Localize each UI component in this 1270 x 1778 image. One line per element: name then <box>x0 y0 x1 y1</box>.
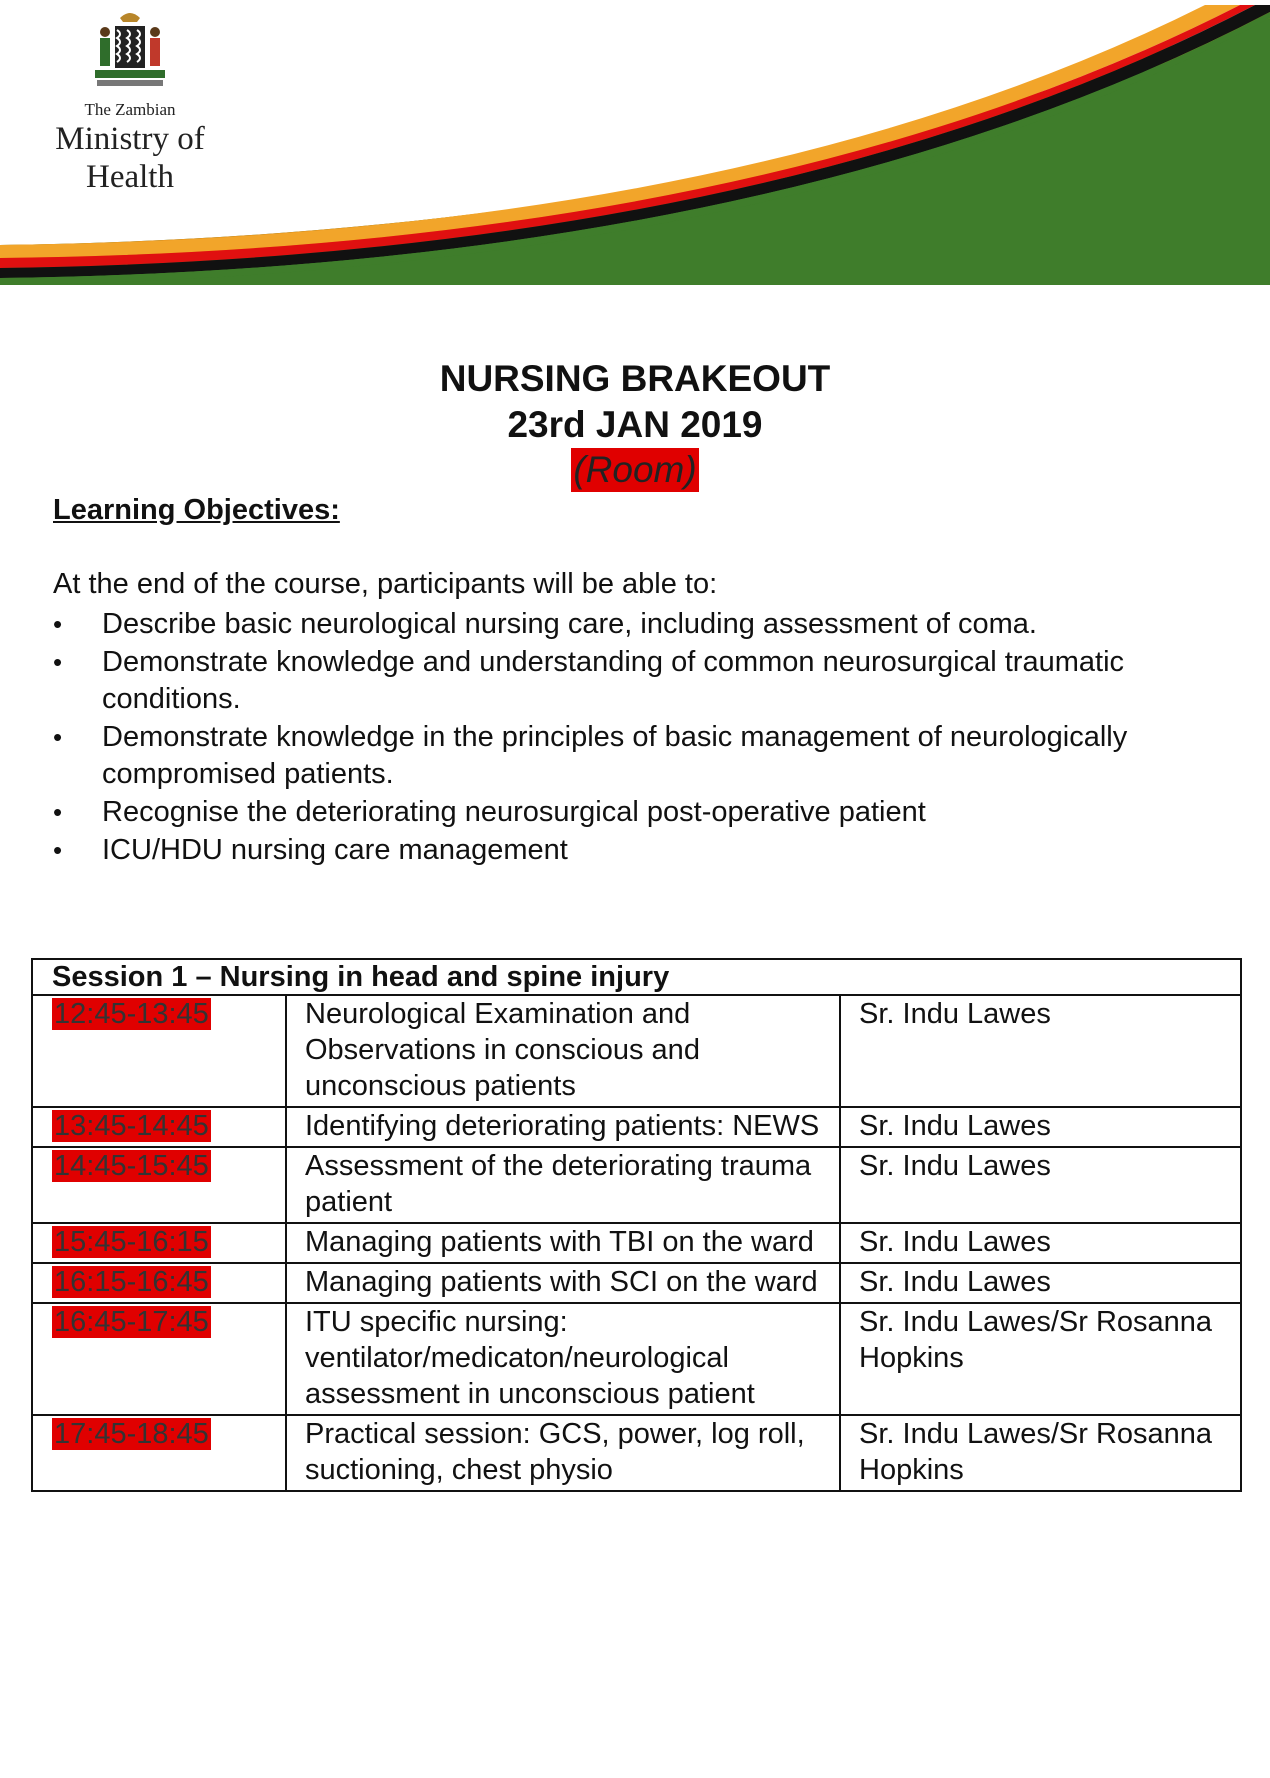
time-cell <box>32 1107 286 1147</box>
room-placeholder: (Room) <box>573 449 697 490</box>
session-header-row <box>32 959 1241 995</box>
speaker-cell: Sr. Indu Lawes <box>840 1263 1241 1303</box>
coat-of-arms-icon <box>85 8 175 96</box>
logo-line-1: The Zambian <box>84 100 176 119</box>
topic-cell: Neurological Examination and Observations in conscious and unconscious patients <box>286 995 840 1107</box>
speaker-cell: Sr. Indu Lawes/Sr Rosanna Hopkins <box>840 1415 1241 1491</box>
time-slot: 17:45-18:45 <box>54 1418 209 1450</box>
title-line-1: NURSING BRAKEOUT <box>439 358 831 399</box>
topic-cell: Practical session: GCS, power, log roll, suctioning, chest physio <box>286 1415 840 1491</box>
topic-cell: Managing patients with TBI on the ward <box>286 1223 840 1263</box>
table-row <box>32 1107 1241 1147</box>
time-slot: 16:15-16:45 <box>54 1266 209 1298</box>
time-slot: 16:45-17:45 <box>54 1306 209 1338</box>
learning-objectives-heading: Learning Objectives: <box>53 494 340 526</box>
session-schedule-table <box>31 958 1242 1492</box>
table-row <box>32 1147 1241 1223</box>
speaker-cell: Sr. Indu Lawes/Sr Rosanna Hopkins <box>840 1303 1241 1415</box>
time-cell <box>32 1303 286 1415</box>
time-slot: 13:45-14:45 <box>54 1110 209 1142</box>
ministry-logo <box>40 8 220 196</box>
table-row <box>32 1223 1241 1263</box>
speaker-cell: Sr. Indu Lawes <box>840 1107 1241 1147</box>
objective-item: • Demonstrate knowledge in the principles of basic management of neurologically compromised patients. <box>53 719 1233 793</box>
speaker-cell: Sr. Indu Lawes <box>840 1223 1241 1263</box>
time-cell <box>32 1415 286 1491</box>
logo-line-3: Health <box>86 159 174 195</box>
table-row <box>32 1415 1241 1491</box>
objective-item: • Demonstrate knowledge and understanding of common neurosurgical traumatic conditions. <box>53 644 1233 718</box>
time-cell <box>32 1263 286 1303</box>
topic-cell: Identifying deteriorating patients: NEWS <box>286 1107 840 1147</box>
time-cell <box>32 1223 286 1263</box>
topic-cell: Assessment of the deteriorating trauma patient <box>286 1147 840 1223</box>
session-title: Session 1 – Nursing in head and spine injury <box>32 959 1241 995</box>
time-cell <box>32 1147 286 1223</box>
table-row <box>32 1263 1241 1303</box>
topic-cell: ITU specific nursing: ventilator/medicaton/neurological assessment in unconscious patient <box>286 1303 840 1415</box>
speaker-cell: Sr. Indu Lawes <box>840 1147 1241 1223</box>
logo-line-2: Ministry of <box>55 121 205 157</box>
document-title <box>0 356 1270 492</box>
topic-cell: Managing patients with SCI on the ward <box>286 1263 840 1303</box>
objective-item: • Describe basic neurological nursing care, including assessment of coma. <box>53 606 1233 643</box>
objectives-list <box>53 606 1233 870</box>
title-date: 23rd JAN 2019 <box>507 404 763 445</box>
table-row <box>32 1303 1241 1415</box>
objective-item: • Recognise the deteriorating neurosurgical post-operative patient <box>53 794 1233 831</box>
objective-item: • ICU/HDU nursing care management <box>53 832 1233 869</box>
objectives-intro: At the end of the course, participants will be able to: <box>53 568 718 600</box>
speaker-cell: Sr. Indu Lawes <box>840 995 1241 1107</box>
time-slot: 15:45-16:15 <box>54 1226 209 1258</box>
table-row <box>32 995 1241 1107</box>
time-slot: 12:45-13:45 <box>54 998 209 1030</box>
time-cell <box>32 995 286 1107</box>
time-slot: 14:45-15:45 <box>54 1150 209 1182</box>
